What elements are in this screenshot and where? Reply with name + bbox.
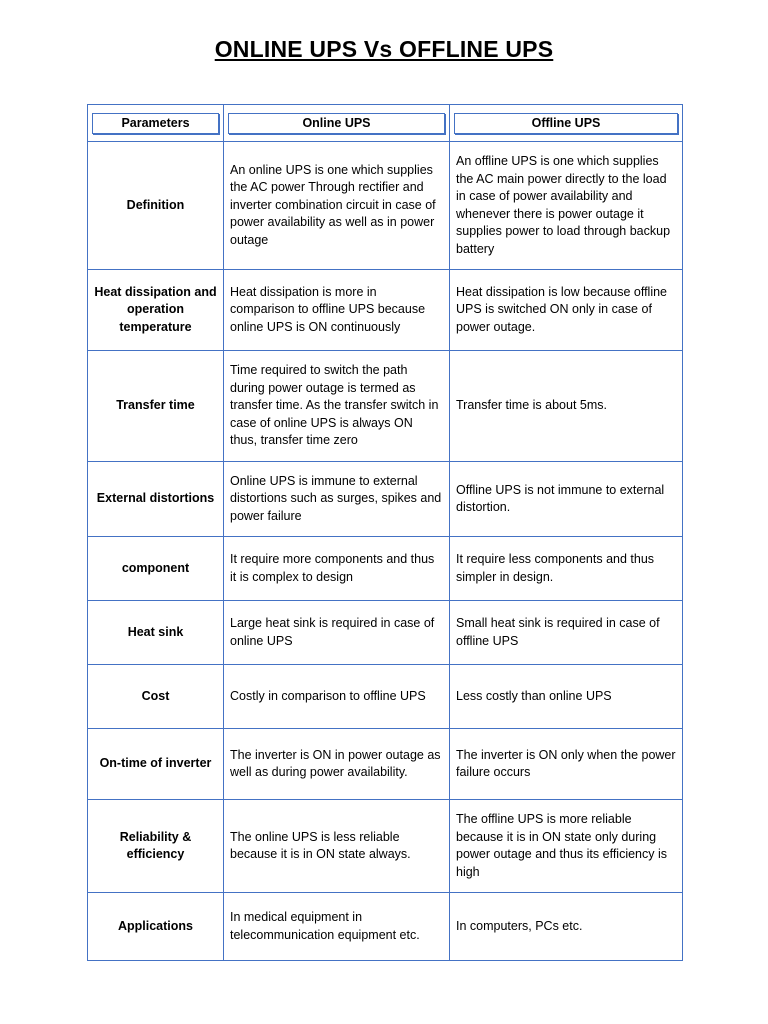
parameter-cell: Heat sink bbox=[88, 601, 224, 665]
online-cell: In medical equipment in telecommunication equipment etc. bbox=[224, 893, 450, 961]
table-row bbox=[88, 537, 683, 601]
header-cell-parameters bbox=[88, 105, 224, 142]
column-header-online-ups: Online UPS bbox=[228, 113, 445, 134]
parameter-cell: Heat dissipation and operation temperature bbox=[88, 270, 224, 351]
table-row bbox=[88, 729, 683, 800]
parameter-cell: External distortions bbox=[88, 462, 224, 537]
column-header-parameters: Parameters bbox=[92, 113, 219, 134]
parameter-cell: On-time of inverter bbox=[88, 729, 224, 800]
header-cell-offline bbox=[450, 105, 683, 142]
table-row bbox=[88, 462, 683, 537]
comparison-table bbox=[87, 104, 683, 961]
column-header-offline-ups: Offline UPS bbox=[454, 113, 678, 134]
offline-cell: Less costly than online UPS bbox=[450, 665, 683, 729]
online-cell: Heat dissipation is more in comparison to offline UPS because online UPS is ON continuously bbox=[224, 270, 450, 351]
online-cell: An online UPS is one which supplies the AC power Through rectifier and inverter combination circuit in case of power availability as well as in power outage bbox=[224, 142, 450, 270]
online-cell: Large heat sink is required in case of online UPS bbox=[224, 601, 450, 665]
offline-cell: Heat dissipation is low because offline UPS is switched ON only in case of power outage. bbox=[450, 270, 683, 351]
offline-cell: Transfer time is about 5ms. bbox=[450, 351, 683, 462]
table-row bbox=[88, 665, 683, 729]
offline-cell: The inverter is ON only when the power failure occurs bbox=[450, 729, 683, 800]
online-cell: Costly in comparison to offline UPS bbox=[224, 665, 450, 729]
parameter-cell: Transfer time bbox=[88, 351, 224, 462]
page-title: ONLINE UPS Vs OFFLINE UPS bbox=[214, 36, 554, 62]
table-row bbox=[88, 893, 683, 961]
offline-cell: An offline UPS is one which supplies the AC main power directly to the load in case of power availability and whenever there is power outage it supplies power to load through backup battery bbox=[450, 142, 683, 270]
parameter-cell: Reliability & efficiency bbox=[88, 800, 224, 893]
offline-cell: Offline UPS is not immune to external distortion. bbox=[450, 462, 683, 537]
online-cell: It require more components and thus it is complex to design bbox=[224, 537, 450, 601]
table-row bbox=[88, 800, 683, 893]
table-row bbox=[88, 142, 683, 270]
offline-cell: Small heat sink is required in case of offline UPS bbox=[450, 601, 683, 665]
parameter-cell: Cost bbox=[88, 665, 224, 729]
online-cell: Time required to switch the path during power outage is termed as transfer time. As the transfer switch in case of online UPS is always ON thus, transfer time zero bbox=[224, 351, 450, 462]
parameter-cell: Applications bbox=[88, 893, 224, 961]
online-cell: The online UPS is less reliable because it is in ON state always. bbox=[224, 800, 450, 893]
table-row bbox=[88, 351, 683, 462]
table-row bbox=[88, 270, 683, 351]
header-cell-online bbox=[224, 105, 450, 142]
online-cell: The inverter is ON in power outage as well as during power availability. bbox=[224, 729, 450, 800]
online-cell: Online UPS is immune to external distortions such as surges, spikes and power failure bbox=[224, 462, 450, 537]
table-row bbox=[88, 601, 683, 665]
parameter-cell: component bbox=[88, 537, 224, 601]
table-header-row bbox=[88, 105, 683, 142]
offline-cell: The offline UPS is more reliable because it is in ON state only during power outage and thus its efficiency is high bbox=[450, 800, 683, 893]
parameter-cell: Definition bbox=[88, 142, 224, 270]
offline-cell: It require less components and thus simpler in design. bbox=[450, 537, 683, 601]
offline-cell: In computers, PCs etc. bbox=[450, 893, 683, 961]
